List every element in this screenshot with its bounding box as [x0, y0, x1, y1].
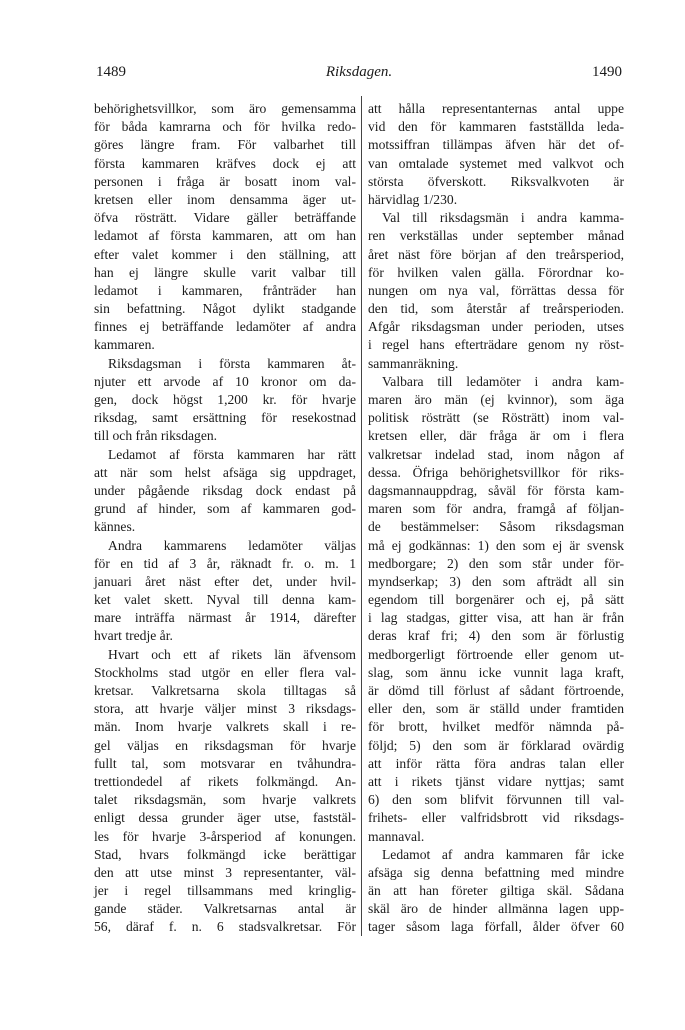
text-line: vid den för kammaren fastställda leda- — [368, 119, 624, 135]
running-title: Riksdagen. — [325, 64, 393, 80]
text-line: egendom till borgenärer och ej, på sätt — [368, 592, 624, 608]
text-line: Riksdagsman i första kammaren åt- — [108, 355, 356, 371]
text-line: slag, som ännu icke vunnit laga kraft, — [368, 664, 624, 680]
column-divider — [361, 96, 362, 936]
text-line: mannaval. — [368, 828, 425, 844]
text-line: personen i fråga är bosatt inom val- — [94, 173, 356, 189]
text-line: ket valet skett. Nyval till denna kam- — [94, 592, 356, 608]
text-line: kammaren. — [94, 337, 155, 353]
text-line: Hvart och ett af rikets län äfvensom — [108, 646, 356, 662]
text-line: Val till riksdagsmän i andra kamma- — [382, 210, 624, 226]
text-line: dessa. Öfriga behörighetsvillkor för riks- — [368, 464, 624, 480]
text-line: medborgerligt förtroende eller genom ut- — [368, 646, 624, 662]
text-line: den att utse minst 3 representanter, väl- — [94, 864, 356, 880]
text-line: grund af hinder, som af kammaren god- — [94, 501, 356, 517]
text-line: att när som helst afsäga sig uppdraget, — [94, 464, 356, 480]
text-line: kännes. — [94, 519, 136, 535]
text-line: deras kraf fri; 4) den som är förlustig — [368, 628, 624, 644]
text-line: att i rikets tjänst vidare nyttjas; samt — [368, 773, 624, 789]
text-line: gel väljas en riksdagsman för hvarje — [94, 737, 356, 753]
text-line: van omtalade systemet med valkvot och — [368, 155, 624, 171]
text-line: i regel hans efterträdare genom ny röst- — [368, 337, 624, 353]
text-line: för brott, hvilket medför nämnda på- — [368, 719, 624, 735]
text-line: de bestämmelser: Såsom riksdagsman — [368, 519, 624, 535]
text-line: att hålla representanternas antal uppe — [368, 101, 624, 116]
text-line: valkretsar indelad stad, inom någon af — [368, 446, 624, 462]
text-line: öfva rösträtt. Vidare gäller beträffande — [94, 210, 356, 226]
text-line: jer i regel tillsammans med kringlig- — [94, 883, 356, 899]
text-line: året näst före början af den treårsperiod, — [368, 246, 624, 262]
text-line: Valbara till ledamöter i andra kam- — [382, 373, 624, 389]
text-line: sammanräkning. — [368, 355, 459, 371]
right-column — [368, 100, 624, 937]
text-line: riksdag, samt ersättning för resekostnad — [94, 410, 356, 426]
text-line: gande städer. Valkretsarnas antal är — [94, 901, 356, 917]
text-line: frihets- eller valfridsbrott vid riksdags- — [368, 810, 624, 826]
left-column — [94, 100, 356, 937]
text-line: för hvilken valen gälla. Förordnar ko- — [368, 264, 624, 280]
text-line: i lag stadgas, gitter visa, att han är från — [368, 610, 624, 626]
text-line: första kammaren kräfves dock ej att — [94, 155, 356, 171]
text-line: njuter ett arvode af 10 kronor om da- — [94, 373, 356, 389]
text-line: politisk rösträtt (se Rösträtt) inom val- — [368, 410, 624, 426]
page-number-left: 1489 — [96, 64, 126, 80]
text-line: trettiondedel af rikets folkmängd. An- — [94, 773, 356, 789]
text-line: Afgår riksdagsman under perioden, utses — [368, 319, 624, 335]
text-line: eller den, som är ställd under framtiden — [368, 701, 624, 717]
text-line: sin befattning. Något dylikt stadgande — [94, 301, 356, 317]
text-line: Stad, hvars folkmängd icke berättigar — [94, 846, 356, 862]
text-line: män. Inom hvarje valkrets skall i re- — [94, 719, 356, 735]
text-line: kretsen eller, där fråga är om i flera — [368, 428, 624, 444]
text-line: maren som för andra, framgå af följan- — [368, 501, 624, 517]
text-line: ledamot i kammaren, frånträder han — [94, 282, 356, 298]
text-line: januari året näst efter det, under hvil- — [94, 573, 356, 589]
text-line: göres längre fram. För valbarhet till — [94, 137, 356, 153]
text-line: dagsmannauppdrag, såväl för första kam- — [368, 482, 624, 498]
text-line: motssiffran tillämpas äfven här det of- — [368, 137, 624, 153]
text-line: nungen om nya val, förrättas dessa för — [368, 282, 624, 298]
text-line: än att han företer giltiga skäl. Sådana — [368, 883, 624, 899]
text-line: han ej längre skulle varit valbar till — [94, 264, 356, 280]
text-line: myndserkap; 3) den som afträdt all sin — [368, 573, 624, 589]
text-line: härvidlag 1/230. — [368, 191, 458, 207]
text-line: följd; 5) den som är förklarad ovärdig — [368, 737, 624, 753]
text-line: till och från riksdagen. — [94, 428, 218, 444]
text-line: skäl äro de hinder allmänna lagen upp- — [368, 901, 624, 917]
text-line: för en tid af 3 år, räknadt fr. o. m. 1 — [94, 555, 356, 571]
text-line: kretsen eller inom densamma äger ut- — [94, 191, 356, 207]
text-line: gen, dock högst 1,200 kr. för hvarje — [94, 392, 356, 407]
text-line: för båda kamrarna och för hvilka redo- — [94, 119, 356, 135]
text-line: maren äro män (ej kvinnor), som äga — [368, 392, 624, 407]
text-line: mare inträffa närmast år 1914, därefter — [94, 610, 356, 626]
text-line: les för hvarje 3-årsperiod af konungen. — [94, 828, 356, 844]
text-line: tager såsom laga förfall, ålder öfver 60 — [368, 919, 624, 935]
text-line: 56, däraf f. n. 6 stadsvalkretsar. För — [94, 919, 356, 935]
text-line: ledamot af första kammaren, att om han — [94, 228, 356, 244]
text-line: stora, att hvarje väljer minst 3 riksdags- — [94, 701, 356, 717]
text-line: Stockholms stad utgör en eller flera val- — [94, 664, 356, 680]
text-line: må ej godkännas: 1) den som ej är svensk — [368, 537, 624, 553]
text-line: största öfverskott. Riksvalkvoten är — [368, 173, 624, 189]
text-line: enligt dessa grunder äger utse, faststäl- — [94, 810, 356, 826]
text-line: Ledamot af andra kammaren får icke — [382, 846, 624, 862]
text-line: Ledamot af första kammaren har rätt — [108, 446, 356, 462]
text-line: kretsar. Valkretsarna skola tilltagas så — [94, 683, 356, 698]
text-line: 6) den som blifvit förvunnen till val- — [368, 792, 624, 808]
page-number-right: 1490 — [592, 64, 622, 80]
text-line: hvart tredje år. — [94, 628, 173, 644]
text-line: medborgare; 2) den som står under för- — [368, 555, 624, 571]
text-line: talet riksdagsmän, som hvarje valkrets — [94, 792, 356, 808]
text-line: under pågående riksdag dock endast på — [94, 482, 356, 498]
text-line: Andra kammarens ledamöter väljas — [108, 537, 356, 553]
text-line: efter valet kommer i den ställning, att — [94, 246, 356, 262]
text-line: att inför rätta föra andras talan eller — [368, 755, 624, 771]
text-line: afsäga sig denna befattning med mindre — [368, 864, 624, 880]
text-line: fullt tal, som motsvarar en tvåhundra- — [94, 755, 356, 771]
text-line: ren verkställas under september månad — [368, 228, 624, 244]
page-header — [96, 60, 622, 86]
text-line: är dömd till förlust af sådant förtroende, — [368, 683, 624, 698]
text-line: behörighetsvillkor, som äro gemensamma — [94, 101, 356, 116]
text-line: finnes ej beträffande ledamöter af andra — [94, 319, 356, 335]
text-line: den tid, som återstår af treårsperioden. — [368, 301, 624, 317]
